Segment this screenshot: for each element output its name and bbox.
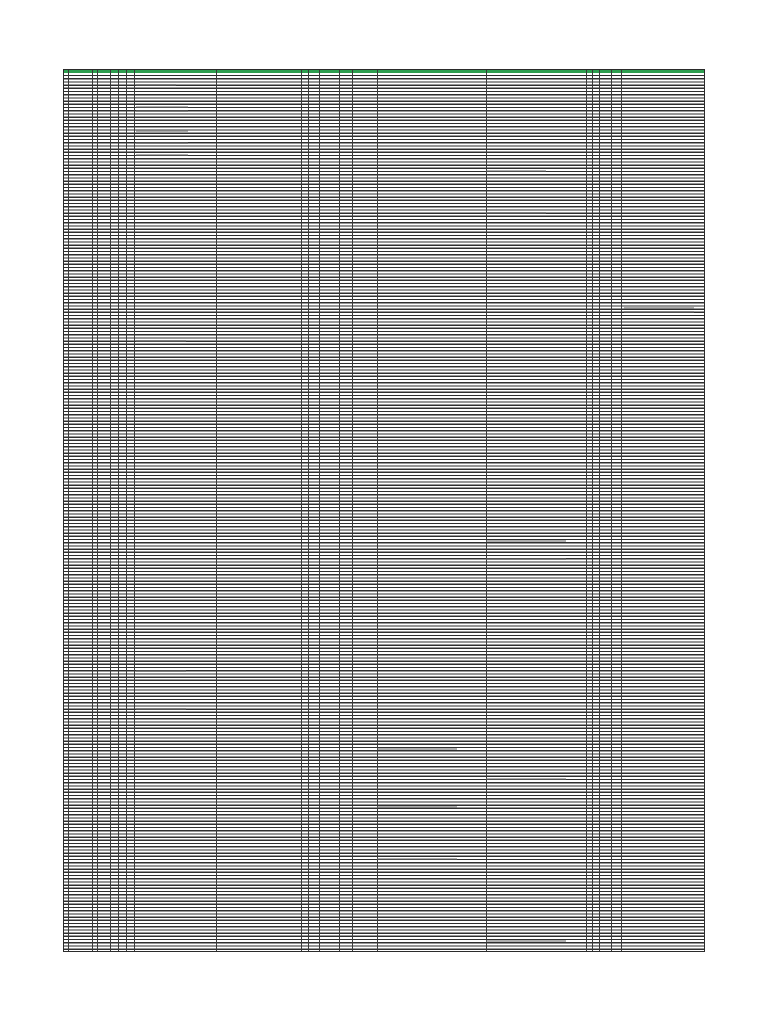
cell-content (136, 154, 188, 156)
column-divider (319, 70, 320, 951)
cell-content (486, 778, 566, 780)
column-divider (486, 70, 487, 951)
cell-content (136, 670, 186, 672)
column-divider (586, 70, 587, 951)
column-divider (377, 70, 378, 951)
cell-content (486, 558, 566, 560)
cell-content (486, 540, 566, 542)
cell-content (377, 748, 457, 750)
column-divider (308, 70, 309, 951)
column-divider (68, 70, 69, 951)
column-divider (92, 70, 93, 951)
cell-content (486, 170, 546, 172)
column-divider (592, 70, 593, 951)
cell-content (136, 84, 176, 86)
column-divider (126, 70, 127, 951)
column-divider (216, 70, 217, 951)
cell-content (136, 130, 188, 132)
column-divider (110, 70, 111, 951)
cell-content (486, 940, 566, 942)
cell-content (136, 106, 188, 108)
cell-content (136, 340, 186, 342)
cell-content (377, 858, 457, 860)
cell-content (136, 142, 188, 144)
cell-content (624, 307, 694, 309)
column-divider (352, 70, 353, 951)
column-divider (599, 70, 600, 951)
spreadsheet-page (63, 69, 705, 952)
column-divider (301, 70, 302, 951)
cell-content (136, 708, 186, 710)
cell-content (377, 806, 457, 808)
column-divider (97, 70, 98, 951)
column-divider (611, 70, 612, 951)
cell-content (136, 110, 188, 112)
ruled-table-body (64, 73, 704, 951)
cell-content (624, 311, 694, 313)
column-divider (134, 70, 135, 951)
column-divider (339, 70, 340, 951)
column-divider (118, 70, 119, 951)
column-divider (621, 70, 622, 951)
cell-content (486, 212, 546, 214)
